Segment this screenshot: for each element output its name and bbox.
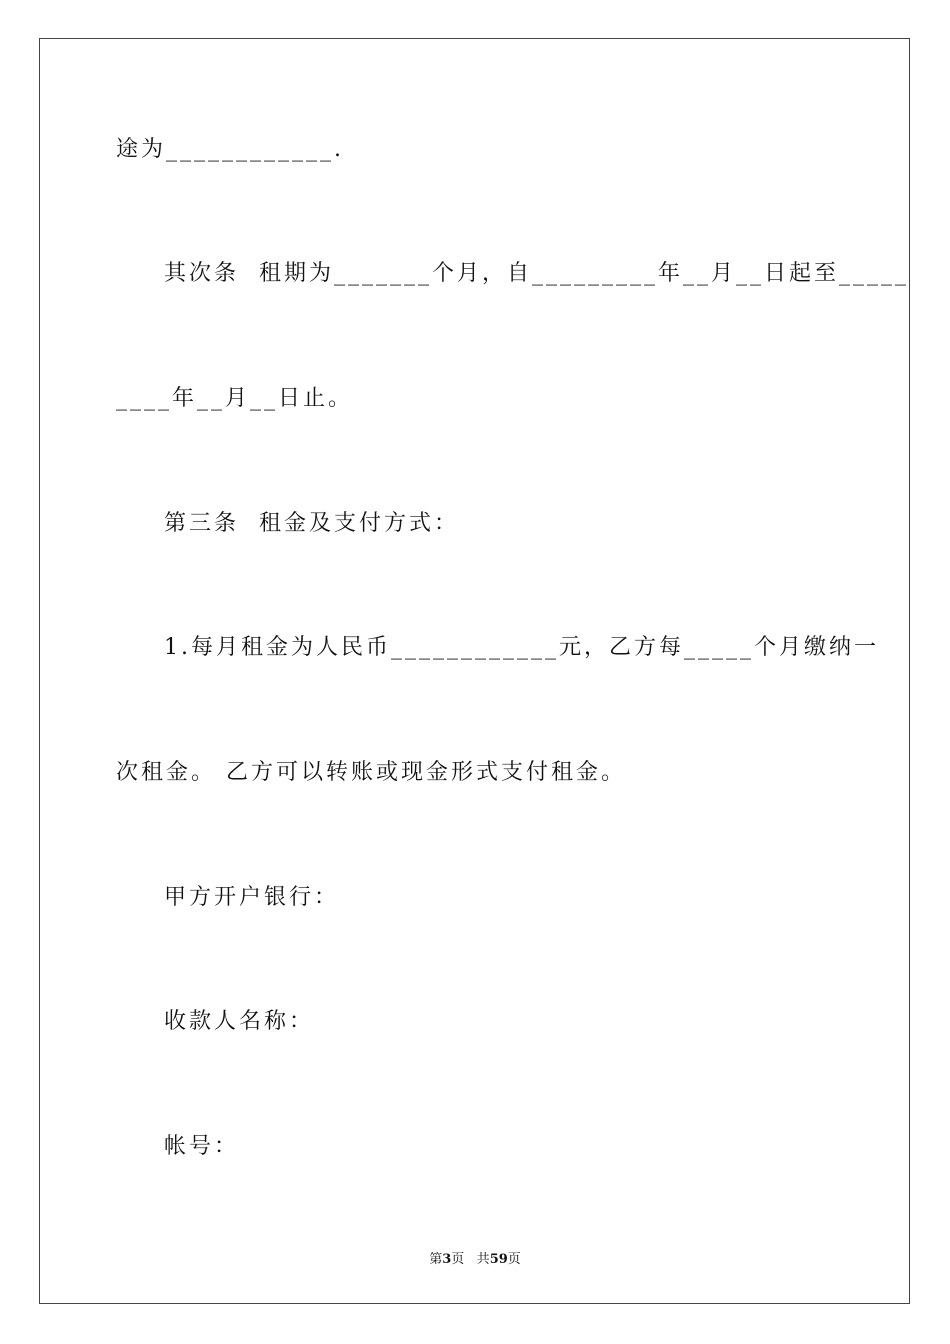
page-frame: [39, 38, 910, 1304]
text-line-payment-method: 次租金。 乙方可以转账或现金形式支付租金。: [116, 760, 626, 785]
text-line-monthly-rent: 1.每月租金为人民币____________元，乙方每_____个月缴纳一: [164, 635, 879, 660]
text-line-lease-end: ____年__月__日止。: [116, 386, 354, 411]
footer-page-suffix: 页: [451, 1252, 465, 1267]
heading-article-3: 第三条 租金及支付方式：: [164, 511, 459, 536]
footer-total-prefix: 共: [476, 1252, 490, 1267]
text-line-payee: 收款人名称：: [164, 1009, 315, 1034]
footer-page-prefix: 第: [429, 1252, 443, 1267]
text-line-bank: 甲方开户银行：: [164, 885, 340, 910]
text-line-lease-term: 其次条 租期为_______个月，自_________年__月__日起至_____: [164, 261, 909, 286]
footer-page-total: 59: [489, 1252, 508, 1267]
text-line-account: 帐号：: [164, 1134, 240, 1159]
footer-page-current: 3: [442, 1252, 452, 1267]
page-footer: [0, 1248, 950, 1267]
footer-total-suffix: 页: [507, 1252, 521, 1267]
text-line-purpose: 途为____________.: [116, 137, 344, 162]
